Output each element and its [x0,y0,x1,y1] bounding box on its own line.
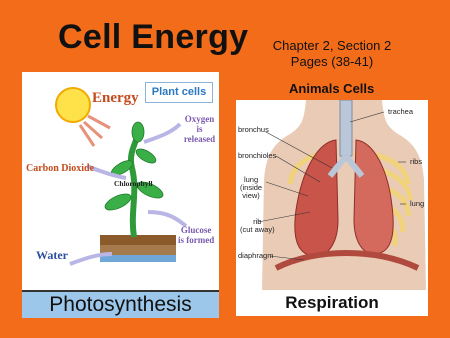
photosynthesis-diagram [22,72,219,318]
diaphragm-label: diaphragm [238,251,274,260]
ribs-label: ribs [410,157,423,166]
sun-icon [56,88,90,122]
chlorophyll-label: Chlorophyll [114,179,153,188]
soil [100,235,176,245]
carbon-dioxide-label: Carbon Dioxide [26,163,95,174]
respiration-caption: Respiration [285,293,379,312]
lung-label: lung [410,199,425,208]
chapter-info [262,38,402,70]
rib-cut-away-label: rib (cut away) [240,217,275,234]
pages-line: Pages (38-41) [290,54,374,69]
lung-inside-label: lung (inside view) [240,175,263,200]
energy-label: Energy [92,90,139,106]
water-layer [100,255,176,262]
bronchioles-label: bronchioles [238,151,277,160]
trachea-label: trachea [388,107,414,116]
photosynthesis-caption-bar [22,290,219,318]
water-label: Water [36,248,68,262]
glucose-label: Glucose is formed [178,225,215,245]
respiration-caption-bar [236,290,428,316]
photosynthesis-caption: Photosynthesis [49,293,192,316]
plant-cells-tag: Plant cells [145,82,213,103]
oxygen-label: Oxygen is released [183,114,216,144]
trachea [340,100,352,156]
chapter-line: Chapter 2, Section 2 [272,38,392,53]
respiration-diagram [236,100,428,316]
animals-cells-label: Animals Cells [289,81,375,96]
bronchus-label: bronchus [238,125,269,134]
sunlight-arrows [80,116,110,146]
slide-title: Cell Energy [58,18,249,56]
